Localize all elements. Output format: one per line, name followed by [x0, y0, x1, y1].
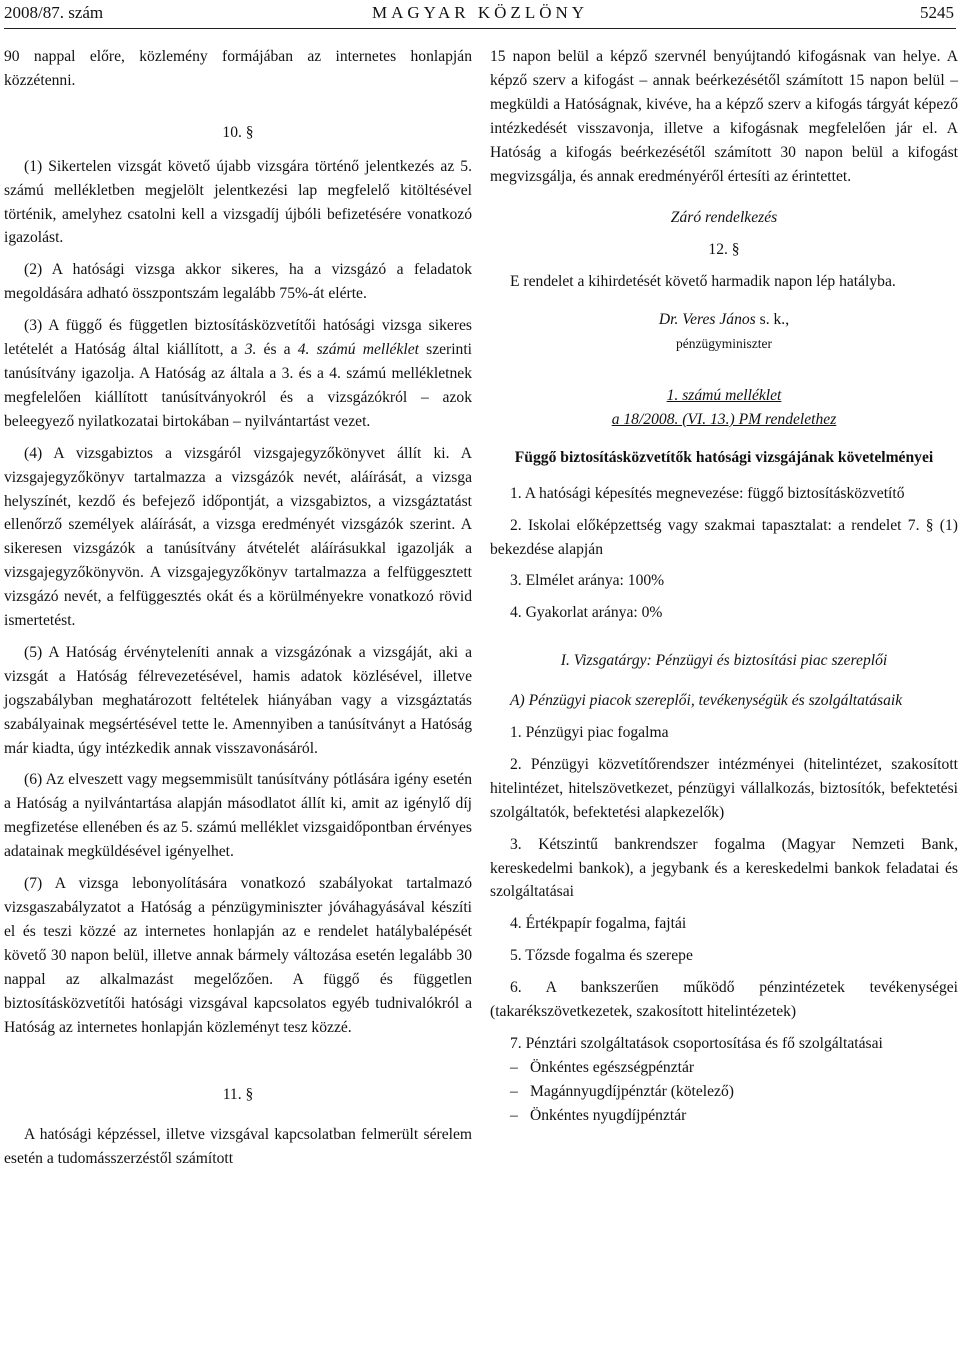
issue-number: 2008/87. szám — [4, 3, 104, 22]
annex-reference: a 18/2008. (VI. 13.) PM rendelethez — [611, 410, 837, 428]
closing-provisions-heading: Záró rendelkezés — [670, 209, 778, 227]
section-10-heading: 10. § — [222, 123, 254, 141]
fund-type-list — [490, 1056, 958, 1128]
list-item: 4. Értékpapír fogalma, fajtái — [510, 915, 687, 933]
publication-title: MAGYAR KÖZLÖNY — [371, 3, 589, 22]
paragraph-continued: 15 napon belül a képző szervnél benyújtandó kifogásnak van helye. A képző szerv a kifogást – annak beérkezésétől számított 15 napon belül – megküldi a Hatóságnak, kivéve, ha a képző szerv a kifogás tárgyát képező intézkedését visszavonja, illetve a kifogásnak megfelelően jár el. A Hatóság a kifogás beérkezésétől számított 30 napon belül a kifogást megvizsgálja, és annak eredményéről értesíti az érintettet. — [490, 48, 958, 185]
dash-list-item: – Önkéntes egészségpénztár — [490, 1056, 958, 1080]
list-item: 6. A bankszerűen működő pénzintézetek tevékenységei (takarékszövetkezetek, szakosított hitelintézetek) — [490, 979, 958, 1021]
annex-heading: Függő biztosításközvetítők hatósági vizsgájának követelményei — [514, 448, 934, 466]
right-column — [490, 45, 958, 1128]
signatory-title: pénzügyminiszter — [676, 336, 772, 352]
requirement-2: 2. Iskolai előképzettség vagy szakmai tapasztalat: a rendelet 7. § (1) bekezdése alapján — [490, 516, 958, 558]
list-item: 1. Pénzügyi piac fogalma — [510, 724, 669, 742]
paragraph-11: A hatósági képzéssel, illetve vizsgával kapcsolatban felmerült sérelem esetén a tudomásszerzéstől számított — [4, 1126, 472, 1168]
list-item: 5. Tőzsde fogalma és szerepe — [510, 947, 693, 965]
signature: Dr. Veres János s. k., — [658, 311, 790, 329]
paragraph-10-4: (4) A vizsgabiztos a vizsgáról vizsgajegyzőkönyvet állít ki. A vizsgajegyzőkönyv tartalmazza a vizsgázók nevét, aláírását, a vizsga helyszínét, kezdő és befejező időpontját, a vizsgabiztos, a vizsgáztatást ellenőrző személyek aláírását, a vizsga eredményét vizsgázók szerint. A sikeresen vizsgázók a tanúsítvány átvételét aláírásukkal igazolják a vizsgajegyzőkönyvön. A vizsgajegyzőkönyv tartalmazza a felfüggesztett vizsgázó nevét, a felfüggesztés okát és a körülményekre vonatkozó rövid ismertetést. — [4, 444, 472, 630]
dash-list-item: – Önkéntes nyugdíjpénztár — [490, 1104, 958, 1128]
section-12-heading: 12. § — [708, 241, 740, 259]
requirement-4: 4. Gyakorlat aránya: 0% — [510, 604, 663, 622]
paragraph-10-6: (6) Az elveszett vagy megsemmisült tanúsítvány pótlására igény esetén a Hatóság a nyilvántartása alapján másodlatot állít ki, amit az igénylő díj megfizetése ellenében és az 5. számú melléklet vizsgaidőpontban érvényes adatainak megküldésével igényelhet. — [4, 771, 472, 861]
dash-list-item: – Magánnyugdíjpénztár (kötelező) — [490, 1080, 958, 1104]
paragraph-10-2: (2) A hatósági vizsga akkor sikeres, ha a vizsgázó a feladatok megoldására adható összpontszám legalább 75%-át elérte. — [4, 261, 472, 303]
requirement-3: 3. Elmélet aránya: 100% — [510, 572, 665, 590]
paragraph-12: E rendelet a kihirdetését követő harmadik napon lép hatályba. — [510, 273, 896, 291]
list-item: 2. Pénzügyi közvetítőrendszer intézményei (hitelintézet, szakosított hitelintézet, hitelszövetkezet, pénzügyi vállalkozás, biztosítók, befektetési szolgáltatók, befektetési alapkezelők) — [490, 755, 958, 821]
left-column — [4, 45, 472, 1179]
requirement-1: 1. A hatósági képesítés megnevezése: függő biztosításközvetítő — [510, 484, 905, 502]
paragraph-intro: 90 nappal előre, közlemény formájában az internetes honlapján közzétenni. — [4, 48, 472, 89]
page-number: 5245 — [920, 3, 954, 22]
list-item: 3. Kétszintű bankrendszer fogalma (Magyar Nemzeti Bank, kereskedelmi bankok), a jegybank és a kereskedelmi bankok feladatai és szolgáltatásai — [490, 835, 958, 901]
section-11-heading: 11. § — [222, 1086, 254, 1104]
header-rule — [4, 28, 956, 29]
paragraph-10-5: (5) A Hatóság érvényteleníti annak a vizsgázónak a vizsgáját, aki a vizsgát a Hatóság félrevezetésével, hamis adatok közlésével, illetve jogszabályban meghatározott feltételek hiányában vagy a vizsgáztatás szabályainak megsértésével tette le. Amennyiben a tanúsítványt a Hatóság már kiadta, úgy intézkedik annak visszavonásáról. — [4, 643, 472, 757]
page-header — [4, 0, 956, 28]
paragraph-10-1: (1) Sikertelen vizsgát követő újabb vizsgára történő jelentkezés az 5. számú mellékletben megjelölt jelentkezési lap megfelelő kitöltésével történik, amelyhez csatolni kell a vizsgadíj újbóli befizetésére vonatkozó igazolást. — [4, 157, 472, 247]
annex-title: 1. számú melléklet — [666, 386, 782, 404]
paragraph-10-7: (7) A vizsga lebonyolítására vonatkozó szabályokat tartalmazó vizsgaszabályzatot a Hatóság a pénzügyminiszter jóváhagyásával készíti el és teszi közzé az internetes honlapján az e rendelet hatálybalépését követő 30 napon belül, illetve annak bármely változása esetén legalább 30 nappal az alkalmazást megelőzően. A függő és független biztosításközvetítői hatósági vizsgával kapcsolatos egyéb tudnivalókról a Hatóság az internetes honlapján közleményt tesz közzé. — [4, 875, 472, 1036]
exam-subject-heading: I. Vizsgatárgy: Pénzügyi és biztosítási piac szereplői — [560, 652, 888, 670]
subsection-heading: A) Pénzügyi piacok szereplői, tevékenységük és szolgáltatásaik — [510, 692, 903, 710]
list-item: 7. Pénztári szolgáltatások csoportosítása és fő szolgáltatásai — [510, 1035, 883, 1052]
paragraph-10-3: (3) A függő és független biztosításközvetítői hatósági vizsga sikeres letételét a Hatóság által kiállított, a 3. és a 4. számú melléklet szerinti tanúsítvány igazolja. A Hatóság az általa a 3. és a 4. számú mellékletnek megfelelően kiállított tanúsítványokról és a vizsgázókról – azok beleegyező nyilatkozatai birtokában – nyilvántartást vezet. — [4, 317, 473, 430]
